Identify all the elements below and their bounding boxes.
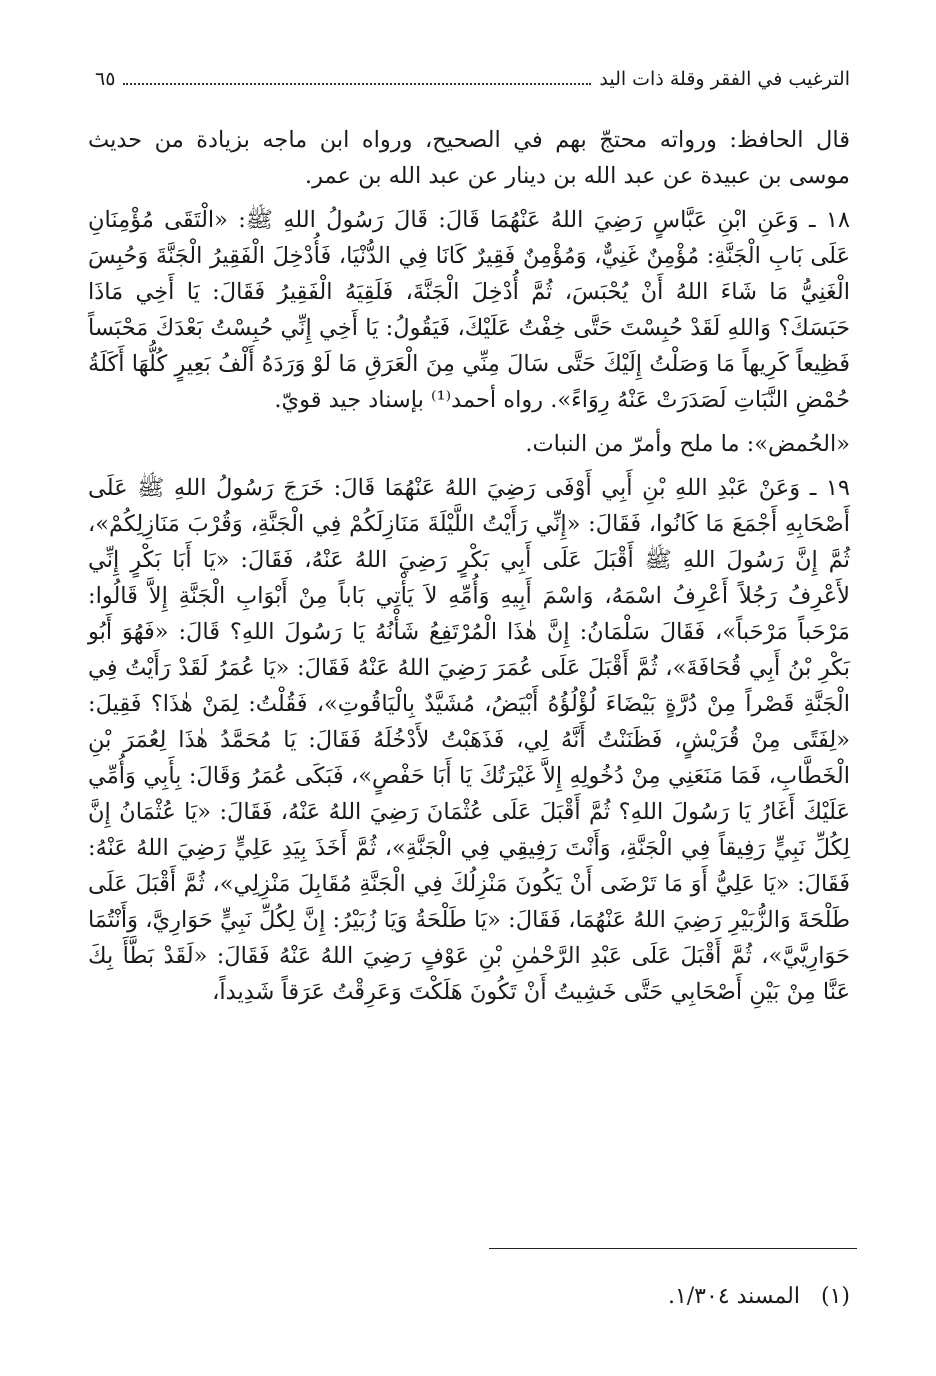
body-text — [88, 122, 850, 1018]
paragraph-hafiz-note: قال الحافظ: ورواته محتجّ بهم في الصحيح، ورواه ابن ماجه بزيادة من حديث موسى بن عبيدة عن عبد الله بن دينار عن عبد الله بن عمر. — [88, 127, 850, 189]
paragraph-glossary: «الحُمض»: ما ملح وأمرّ من النبات. — [525, 431, 850, 457]
page-number: ٦٥ — [95, 68, 116, 90]
footnote-number: (١) — [820, 1284, 850, 1309]
running-header — [95, 68, 850, 102]
paragraph-hadith-19: ١٩ ـ وَعَنْ عَبْدِ اللهِ بْنِ أَبِي أَوْفَى رَضِيَ اللهُ عَنْهُمَا قَالَ: خَرَجَ رَسُولُ اللهِ ﷺ عَلَى أَصْحَابِهِ أَجْمَعَ مَا كَانُوا، فَقَالَ: «إِنِّي رَأَيْتُ اللَّيْلَةَ مَنَازِلَكُمْ فِي الْجَنَّةِ، وَقُرْبَ مَنَازِلِكُمْ»، ثُمَّ إِنَّ رَسُولَ اللهِ ﷺ أَقْبَلَ عَلَى أَبِي بَكْرٍ رَضِيَ اللهُ عَنْهُ، فَقَالَ: «يَا أَبَا بَكْرٍ إِنِّي لأَعْرِفُ رَجُلاً أَعْرِفُ اسْمَهُ، وَاسْمَ أَبِيهِ وَأُمِّهِ لاَ يَأْتِي بَاباً مِنْ أَبْوَابِ الْجَنَّةِ إِلاَّ قَالُوا: مَرْحَباً مَرْحَباً»، فَقَالَ سَلْمَانُ: إِنَّ هٰذَا الْمُرْتَفِعُ شَأْنُهُ يَا رَسُولَ اللهِ؟ قَالَ: «فَهُوَ أَبُو بَكْرِ بْنُ أَبِي قُحَافَةَ»، ثُمَّ أَقْبَلَ عَلَى عُمَرَ رَضِيَ اللهُ عَنْهُ فَقَالَ: «يَا عُمَرُ لَقَدْ رَأَيْتُ فِي الْجَنَّةِ قَصْراً مِنْ دُرَّةٍ بَيْضَاءَ لُؤْلُؤُهُ أَبْيَضُ، مُشَيَّدٌ بِالْيَاقُوتِ»، فَقُلْتُ: لِمَنْ هٰذَا؟ فَقِيلَ: «لِفَتًى مِنْ قُرَيْشٍ، فَظَنَنْتُ أَنَّهُ لِي، فَذَهَبْتُ لأَدْخُلَهُ فَقَالَ: يَا مُحَمَّدُ هٰذَا لِعُمَرَ بْنِ الْخَطَّابِ، فَمَا مَنَعَنِي مِنْ دُخُولِهِ إِلاَّ غَيْرَتُكَ يَا أَبَا حَفْصٍ»، فَبَكَى عُمَرُ وَقَالَ: بِأَبِي وَأُمِّي عَلَيْكَ أَغَارُ يَا رَسُولَ اللهِ؟ ثُمَّ أَقْبَلَ عَلَى عُثْمَانَ رَضِيَ اللهُ عَنْهُ، فَقَالَ: «يَا عُثْمَانُ إِنَّ لِكُلِّ نَبِيٍّ رَفِيقاً فِي الْجَنَّةِ، وَأَنْتَ رَفِيقِي فِي الْجَنَّةِ»، ثُمَّ أَخَذَ بِيَدِ عَلِيٍّ رَضِيَ اللهُ عَنْهُ: فَقَالَ: «يَا عَلِيُّ أَوَ مَا تَرْضَى أَنْ يَكُونَ مَنْزِلُكَ فِي الْجَنَّةِ مُقَابِلَ مَنْزِلِي»، ثُمَّ أَقْبَلَ عَلَى طَلْحَةَ وَالزُّبَيْرِ رَضِيَ اللهُ عَنْهُمَا، فَقَالَ: «يَا طَلْحَةُ وَيَا زُبَيْرُ: إِنَّ لِكُلِّ نَبِيٍّ حَوَارِيَّ، وَأَنْتُمَا حَوَارِيَّيَّ»، ثُمَّ أَقْبَلَ عَلَى عَبْدِ الرَّحْمٰنِ بْنِ عَوْفٍ رَضِيَ اللهُ عَنْهُ فَقَالَ: «لَقَدْ بَطَّأَ بِكَ عَنَّا مِنْ بَيْنِ أَصْحَابِي حَتَّى خَشِيتُ أَنْ تَكُونَ هَلَكْتَ وَعَرِقْتُ عَرَقاً شَدِيداً، — [88, 475, 850, 1005]
paragraph-hadith-18: ١٨ ـ وَعَنِ ابْنِ عَبَّاسٍ رَضِيَ اللهُ عَنْهُمَا قَالَ: قَالَ رَسُولُ اللهِ ﷺ: «الْتَقَى مُؤْمِنَانِ عَلَى بَابِ الْجَنَّةِ: مُؤْمِنٌ غَنِيٌّ، وَمُؤْمِنٌ فَقِيرٌ كَانَا فِي الدُّنْيَا، فَأُدْخِلَ الْفَقِيرُ الْجَنَّةَ وَحُبِسَ الْغَنِيُّ مَا شَاءَ اللهُ أَنْ يُحْبَسَ، ثُمَّ أُدْخِلَ الْجَنَّةَ، فَلَقِيَهُ الْفَقِيرُ فَقَالَ: يَا أَخِي مَاذَا حَبَسَكَ؟ وَاللهِ لَقَدْ حُبِسْتَ حَتَّى خِفْتُ عَلَيْكَ، فَيَقُولُ: يَا أَخِي إِنِّي حُبِسْتُ بَعْدَكَ مَحْبَساً فَظِيعاً كَرِيهاً مَا وَصَلْتُ إِلَيْكَ حَتَّى سَالَ مِنِّي مِنَ الْعَرَقِ مَا لَوْ وَرَدَهُ أَلْفُ بَعِيرٍ كُلُّهَا أَكَلَةُ حُمْضِ النَّبَاتِ لَصَدَرَتْ عَنْهُ رِوَاءً». رواه أحمد⁽¹⁾ بإسناد جيد قويّ. — [88, 207, 850, 413]
chapter-title: الترغيب في الفقر وقلة ذات اليد — [599, 68, 850, 90]
leader-dots — [123, 69, 591, 85]
footnote-text: المسند ١/٣٠٤. — [667, 1284, 800, 1309]
footnote — [300, 1282, 850, 1312]
footnote-divider — [489, 1248, 857, 1249]
